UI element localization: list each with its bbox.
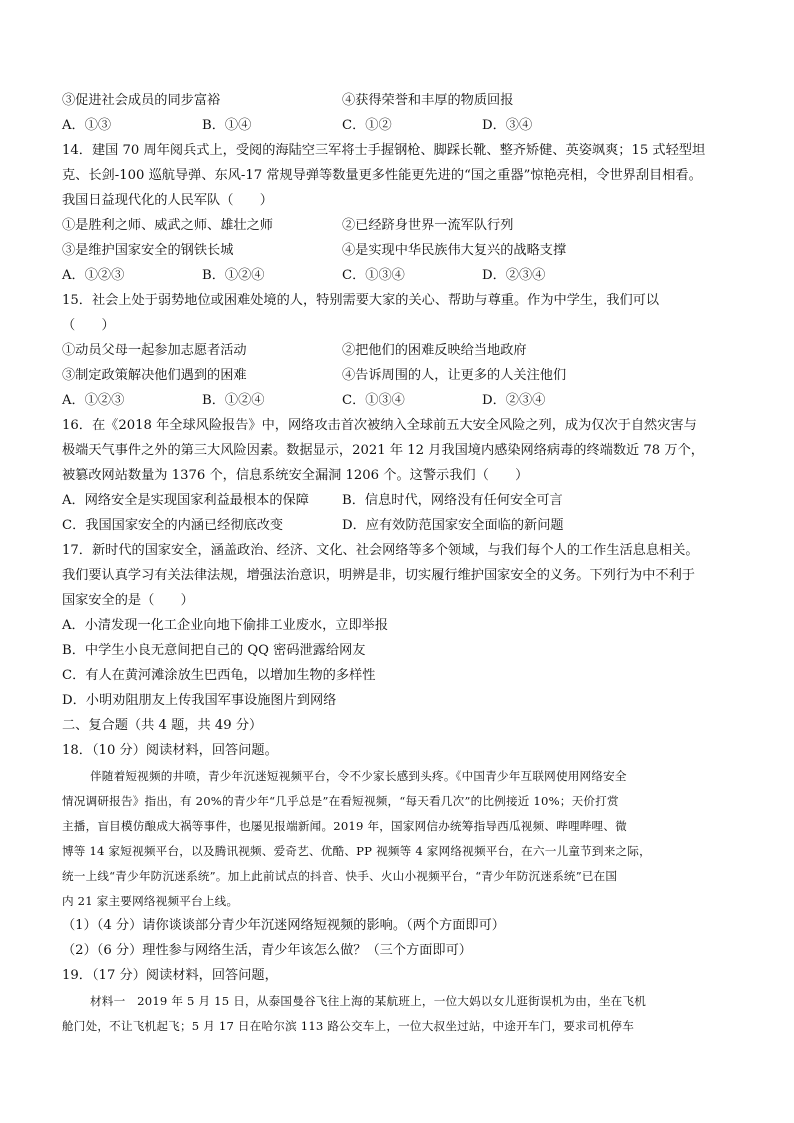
q14-option-3: ③是维护国家安全的钢铁长城 xyxy=(62,243,234,258)
q15-choice-b: B．①②④ xyxy=(202,393,265,408)
q16-stem-line-2: 极端天气事件之外的第三大风险因素。数据显示，2021 年 12 月我国境内感染网络病毒的终端数近 78 万个， xyxy=(62,443,704,458)
q18-material-line-3: 主播，盲目模仿酿成大祸等事件，也屡见报端新闻。2019 年，国家网信办统筹指导西瓜视频、哔哩哔哩、微 xyxy=(62,819,627,833)
q14-stem-line-2: 克、长剑-100 巡航导弹、东风-17 常规导弹等数量更多性能更先进的“国之重器”惊艳亮相，令世界刮目相看。 xyxy=(62,168,702,183)
q16-stem-line-1: 16．在《2018 年全球风险报告》中，网络攻击首次被纳入全球前五大安全风险之列，成为仅次于自然灾害与 xyxy=(62,418,697,433)
q13-option-4: ④获得荣誉和丰厚的物质回报 xyxy=(342,93,514,108)
q17-option-c: C．有人在黄河滩涂放生巴西龟，以增加生物的多样性 xyxy=(62,668,376,683)
q14-choice-d: D．②③④ xyxy=(482,268,546,283)
q14-option-1: ①是胜利之师、威武之师、雄壮之师 xyxy=(62,218,273,233)
q14-stem-line-3: 我国日益现代化的人民军队（ ） xyxy=(62,193,273,208)
q15-choice-d: D．②③④ xyxy=(482,393,546,408)
section-heading: 二、复合题（共 4 题，共 49 分） xyxy=(62,718,263,733)
q16-stem-line-3: 被篡改网站数量为 1376 个，信息系统安全漏洞 1206 个。这警示我们（ ） xyxy=(62,468,529,483)
q13-choice-d: D．③④ xyxy=(482,118,533,133)
q14-option-4: ④是实现中华民族伟大复兴的战略支撑 xyxy=(342,243,567,258)
q18-material-line-6: 内 21 家主要网络视频平台上线。 xyxy=(62,894,239,908)
q19-material-line-1: 材料一 2019 年 5 月 15 日，从泰国曼谷飞往上海的某航班上，一位大妈以女儿逛街误机为由，坐在飞机 xyxy=(90,994,647,1008)
q17-option-a: A．小清发现一化工企业向地下偷排工业废水，立即举报 xyxy=(62,618,389,633)
q16-option-b: B．信息时代，网络没有任何安全可言 xyxy=(342,493,563,508)
q15-option-2: ②把他们的困难反映给当地政府 xyxy=(342,343,527,358)
q17-stem-line-1: 17．新时代的国家安全，涵盖政治、经济、文化、社会网络等多个领域，与我们每个人的工作生活息息相关。 xyxy=(62,543,699,558)
q18-subquestion-1: （1）（4 分）请你谈谈部分青少年沉迷网络短视频的影响。（两个方面即可） xyxy=(62,918,505,933)
q16-option-a: A．网络安全是实现国家利益最根本的保障 xyxy=(62,493,309,508)
q14-choice-b: B．①②④ xyxy=(202,268,265,283)
q15-choice-c: C．①③④ xyxy=(342,393,405,408)
q16-option-d: D．应有效防范国家安全面临的新问题 xyxy=(342,518,564,533)
q19-stem: 19．（17 分）阅读材料，回答问题， xyxy=(62,968,278,983)
q14-choice-c: C．①③④ xyxy=(342,268,405,283)
q15-option-3: ③制定政策解决他们遇到的困难 xyxy=(62,368,247,383)
q15-stem-line-1: 15．社会上处于弱势地位或困难处境的人，特别需要大家的关心、帮助与尊重。作为中学生，我们可以 xyxy=(62,293,660,308)
q18-material-line-1: 伴随着短视频的井喷，青少年沉迷短视频平台，令不少家长感到头疼。《中国青少年互联网使用网络安全 xyxy=(90,769,627,783)
q13-choice-c: C．①② xyxy=(342,118,392,133)
q18-stem: 18．（10 分）阅读材料，回答问题。 xyxy=(62,743,278,758)
q18-material-line-2: 情况调研报告》指出，有 20%的青少年“几乎总是”在看短视频，“每天看几次”的比例接近 10%；天价打赏 xyxy=(62,794,619,808)
q15-stem-line-2: （ ） xyxy=(62,318,115,333)
q17-stem-line-3: 国家安全的是（ ） xyxy=(62,593,194,608)
q18-material-line-5: 统一上线“青少年防沉迷系统”。加上此前试点的抖音、快手、火山小视频平台，“青少年防沉迷系统”已在国 xyxy=(62,869,618,883)
q16-option-c: C．我国国家安全的内涵已经彻底改变 xyxy=(62,518,284,533)
q14-option-2: ②已经跻身世界一流军队行列 xyxy=(342,218,514,233)
q13-option-3: ③促进社会成员的同步富裕 xyxy=(62,93,221,108)
q14-choice-a: A．①②③ xyxy=(62,268,125,283)
q18-material-line-4: 博等 14 家短视频平台，以及腾讯视频、爱奇艺、优酷、PP 视频等 4 家网络视频平台，在六一儿童节到来之际， xyxy=(62,844,651,858)
q15-option-1: ①动员父母一起参加志愿者活动 xyxy=(62,343,247,358)
q17-option-d: D．小明劝阻朋友上传我国军事设施图片到网络 xyxy=(62,693,337,708)
q17-option-b: B．中学生小良无意间把自己的 QQ 密码泄露给网友 xyxy=(62,643,366,658)
q17-stem-line-2: 我们要认真学习有关法律法规，增强法治意识，明辨是非，切实履行维护国家安全的义务。下列行为中不利于 xyxy=(62,568,695,583)
q15-choice-a: A．①②③ xyxy=(62,393,125,408)
q18-subquestion-2: （2）（6 分）理性参与网络生活，青少年该怎么做？（三个方面即可） xyxy=(62,943,472,958)
q15-option-4: ④告诉周围的人，让更多的人关注他们 xyxy=(342,368,567,383)
q19-material-line-2: 舱门处，不让飞机起飞；5 月 17 日在哈尔滨 113 路公交车上，一位大叔坐过站，中途开车门，要求司机停车 xyxy=(62,1019,635,1033)
q14-stem-line-1: 14．建国 70 周年阅兵式上，受阅的海陆空三军将士手握钢枪、脚踩长靴、整齐矫健、英姿飒爽；15 式轻型坦 xyxy=(62,143,706,158)
q13-choice-b: B．①④ xyxy=(202,118,252,133)
q13-choice-a: A．①③ xyxy=(62,118,112,133)
